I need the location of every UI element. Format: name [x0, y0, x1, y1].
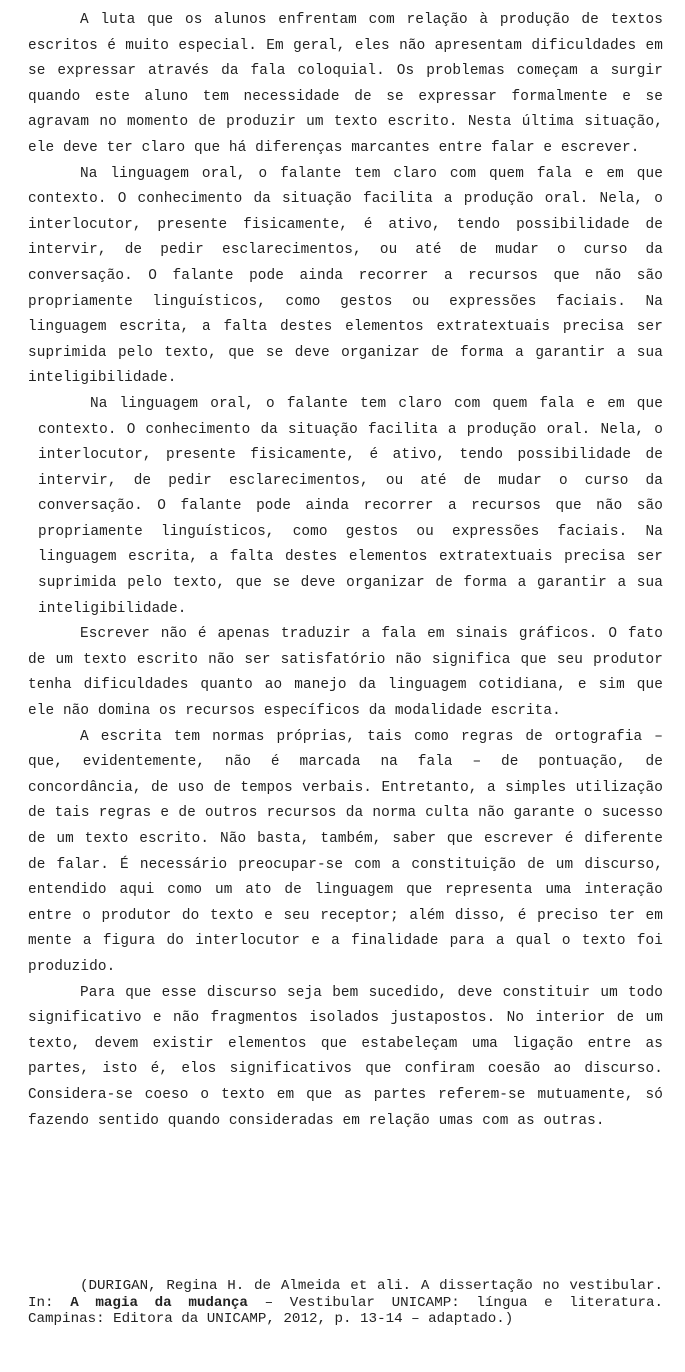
paragraph-1: A luta que os alunos enfrentam com relação à produção de textos escritos é muito especial. Em geral, eles não apresentam dificuldades em se expressar através da fala coloquial. Os problemas começam a surgir quando este aluno tem necessidade de se expressar formalmente e se agravam no momento de produzir um texto escrito. Nesta última situação, ele deve ter claro que há diferenças marcantes entre falar e escrever. [28, 12, 663, 156]
paragraph-5: A escrita tem normas próprias, tais como regras de ortografia – que, evidentemente, não é marcada na fala – de pontuação, de concordância, de uso de tempos verbais. Entretanto, a simples utilização de tais regras e de outros recursos da norma culta não garante o sucesso de um texto escrito. Não basta, também, saber que escrever é diferente de falar. É necessário preocupar-se com a constituição de um discurso, entendido aqui como um ato de linguagem que representa uma interação entre o produtor do texto e seu receptor; além disso, é preciso ter em mente a figura do interlocutor e a finalidade para a qual o texto foi produzido. [28, 728, 663, 975]
citation-text-after: – Vestibular UNICAMP: língua e literatura. Campinas: Editora da UNICAMP, 2012, p. 13-14 – adaptado.) [28, 1294, 663, 1328]
paragraph-6: Para que esse discurso seja bem sucedido, deve constituir um todo significativo e não fragmentos isolados justapostos. No interior de um texto, devem existir elementos que estabeleçam uma ligação entre as partes, isto é, elos significativos que confiram coesão ao discurso. Considera-se coeso o texto em que as partes referem-se mutuamente, só fazendo sentido quando consideradas em relação umas com as outras. [28, 984, 663, 1129]
citation-book-title: A magia da mudança [70, 1294, 248, 1311]
paragraph-2: Na linguagem oral, o falante tem claro com quem fala e em que contexto. O conhecimento da situação facilita a produção oral. Nela, o interlocutor, presente fisicamente, é ativo, tendo possibilidade de intervir, de pedir esclarecimentos, ou até de mudar o curso da conversação. O falante pode ainda recorrer a recursos que não são propriamente linguísticos, como gestos ou expressões faciais. Na linguagem escrita, a falta destes elementos extratextuais precisa ser suprimida pelo texto, que se deve organizar de forma a garantir a sua inteligibilidade. [28, 165, 663, 387]
paragraph-3: Na linguagem oral, o falante tem claro com quem fala e em que contexto. O conhecimento da situação facilita a produção oral. Nela, o interlocutor, presente fisicamente, é ativo, tendo possibilidade de intervir, de pedir esclarecimentos, ou até de mudar o curso da conversação. O falante pode ainda recorrer a recursos que não são propriamente linguísticos, como gestos ou expressões faciais. Na linguagem escrita, a falta destes elementos extratextuais precisa ser suprimida pelo texto, que se deve organizar de forma a garantir a sua inteligibilidade. [38, 395, 663, 617]
paragraph-4: Escrever não é apenas traduzir a fala em sinais gráficos. O fato de um texto escrito não ser satisfatório não significa que seu produtor tenha dificuldades quanto ao manejo da linguagem cotidiana, e sim que ele não domina os recursos específicos da modalidade escrita. [28, 626, 663, 720]
citation-text-before: (DURIGAN, Regina H. de Almeida et ali. A dissertação no vestibular. In: [28, 1278, 663, 1311]
source-citation [28, 1278, 663, 1328]
